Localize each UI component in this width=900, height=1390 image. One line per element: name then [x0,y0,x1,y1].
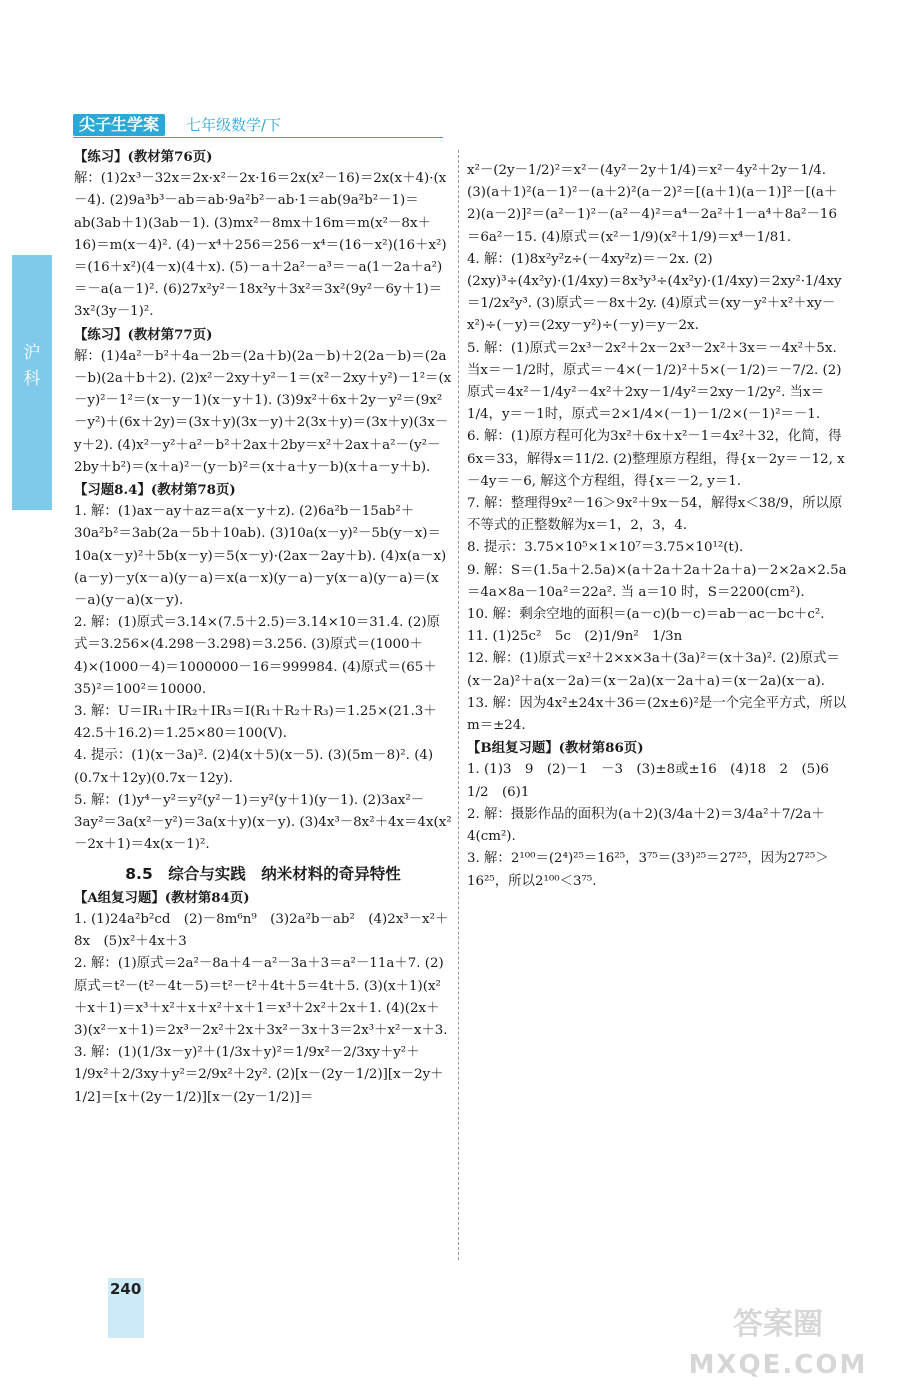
exercise-header: 【练习】(教材第76页) [74,149,213,165]
brand-subtitle: 七年级数学/下 [186,116,282,134]
header-rule [73,137,443,138]
side-tab-label: 沪科 [23,343,41,389]
answer-paragraph: 3. 解：2¹⁰⁰＝(2⁴)²⁵＝16²⁵，3⁷⁵＝(3³)²⁵＝27²⁵，因为27²⁵＞16²⁵，所以2¹⁰⁰＜3⁷⁵. [467,851,829,889]
answer-paragraph: 3. 解：U＝IR₁＋IR₂＋IR₃＝I(R₁＋R₂＋R₃)＝1.25×(21.3＋42.5＋16.2)＝1.25×80＝100(V). [74,704,437,742]
answer-paragraph: 9. 解：S＝(1.5a＋2.5a)×(a＋2a＋2a＋2a＋a)－2×2a×2.5a＝4a×8a－10a²＝22a². 当 a＝10 时，S＝2200(cm²). [467,562,847,600]
answer-paragraph: 13. 解：因为4x²±24x＋36＝(2x±6)²是一个完全平方式，所以m＝±24. [467,695,847,734]
answer-paragraph: 解：(1)2x³－32x＝2x·x²－2x·16＝2x(x²－16)＝2x(x＋4)·(x－4). (2)9a³b³－ab＝ab·9a²b²－ab·1＝ab(9a²b²－1)＝ab(3ab＋1)(3ab－1). (3)mx²－8mx＋16m＝m(x²－8x＋16)＝m(x－4)². (4)－x⁴＋256＝256－x⁴＝(16－x²)(16＋x²)＝(16＋x²)(4－x)(4＋x). (5)－a＋2a²－a³＝－a(1－2a＋a²)＝－a(a－1)². (6)27x²y²－18x²y＋3x²＝3x²(9y²－6y＋1)＝3x²(3y－1)². [74,171,447,320]
answer-paragraph: 8. 提示：3.75×10⁵×1×10⁷＝3.75×10¹²(t). [467,540,744,556]
watermark-text: 答案圈 [733,1307,823,1342]
answer-paragraph: 6. 解：(1)原方程可化为3x²＋6x＋x²－1＝4x²＋32，化简，得6x＝33，解得x＝11/2. (2)整理原方程组，得{x－2y＝－12, x－4y＝－6, 解这个方程组，得{x＝－2, y＝1. [467,429,845,489]
answer-paragraph: 2. 解：(1)原式＝2a²－8a＋4－a²－3a＋3＝a²－11a＋7. (2)原式＝t²－(t²－4t－5)＝t²－t²＋4t＋5＝4t＋5. (3)(x＋1)(x²＋x＋1)＝x³＋x²＋x＋x²＋x＋1＝x³＋2x²＋2x＋1. (4)(2x＋3)(x²－x＋1)＝2x³－2x²＋2x＋3x²－3x＋3＝2x³＋x²－x＋3. [74,956,448,1038]
answer-paragraph: 12. 解：(1)原式＝x²＋2×x×3a＋(3a)²＝(x＋3a)². (2)原式＝(x－2a)²＋a(x－2a)＝(x－2a)(x－2a＋a)＝(x－2a)(x－a). [467,651,840,689]
brand-title: 尖子生学案 [73,114,165,136]
answer-paragraph: 4. 解：(1)8x²y²z÷(－4xy²z)＝－2x. (2)(2xy)³÷(4x²y)·(1/4xy)＝8x³y³÷(4x²y)·(1/4xy)＝2xy²·1/4xy＝1/2x²y³. (3)原式＝－8x＋2y. (4)原式＝(xy－y²＋x²＋xy－x²)÷(－y)＝(2xy－y²)÷(－y)＝y－2x. [467,251,842,334]
answer-paragraph: 解：(1)4a²－b²＋4a－2b＝(2a＋b)(2a－b)＋2(2a－b)＝(2a－b)(2a＋b＋2). (2)x²－2xy＋y²－1＝(x²－2xy＋y²)－1²＝(x－y)²－1²＝(x－y－1)(x－y＋1). (3)9x²＋6x＋2y－y²＝(9x²－y²)＋(6x＋2y)＝(3x＋y)(3x－y)＋2(3x＋y)＝(3x＋y)(3x－y＋2). (4)x²－y²＋a²－b²＋2ax＋2by＝x²＋2ax＋a²－(y²－2by＋b²)＝(x＋a)²－(y－b)²＝(x＋a＋y－b)(x＋a－y＋b). [74,348,452,475]
answer-paragraph: 11. (1)25c² 5c (2)1/9n² 1/3n [467,629,683,645]
answer-paragraph: 1. (1)24a²b²cd (2)－8m⁶n⁹ (3)2a²b－ab² (4)2x³－x²＋8x (5)x²＋4x＋3 [74,911,449,950]
answer-paragraph: 10. 解：剩余空地的面积＝(a－c)(b－c)＝ab－ac－bc＋c². [467,607,825,623]
answer-paragraph: 5. 解：(1)原式＝2x³－2x²＋2x－2x³－2x²＋3x＝－4x²＋5x. 当x＝－1/2时，原式＝－4×(－1/2)²＋5×(－1/2)＝－7/2. (2)原式＝4x²－1/4y²－4x²＋2xy－1/4y²＝2xy－1/2y². 当x＝1/4，y＝－1时，原式＝2×1/4×(－1)－1/2×(－1)²＝－1. [467,340,842,423]
answer-paragraph: 5. 解：(1)y⁴－y²＝y²(y²－1)＝y²(y＋1)(y－1). (2)3ax²－3ay²＝3a(x²－y²)＝3a(x＋y)(x－y). (3)4x³－8x²＋4x＝4x(x²－2x＋1)＝4x(x－1)². [74,792,452,853]
top-margin [0,0,900,110]
page-number: 240 [110,1280,142,1298]
watermark-logo [668,1305,888,1385]
answer-paragraph: 7. 解：整理得9x²－16＞9x²＋9x－54，解得x＜38/9，所以原不等式的正整数解为x＝1，2，3，4. [467,496,843,534]
answer-paragraph: 1. 解：(1)ax－ay＋az＝a(x－y＋z). (2)6a²b－15ab²＋30a²b²＝3ab(2a－5b＋10ab). (3)10a(x－y)²－5b(y－x)＝10a(x－y)²＋5b(x－y)＝5(x－y)·(2ax－2ay＋b). (4)x(a－x)(a－y)－y(x－a)(y－a)＝x(a－x)(y－a)－y(x－a)(y－a)＝(x－a)(y－a)(x－y). [74,504,447,609]
answer-paragraph: 2. 解：(1)原式＝3.14×(7.5＋2.5)＝3.14×10＝31.4. (2)原式＝3.256×(4.298－3.298)＝3.256. (3)原式＝(1000＋4)×(1000－4)＝1000000－16＝999984. (4)原式＝(65＋35)²＝100²＝10000. [74,615,440,697]
exercise-header: 【A组复习题】(教材第84页) [74,889,250,906]
answer-paragraph: 2. 解：摄影作品的面积为(a＋2)(3/4a＋2)＝3/4a²＋7/2a＋4(cm²). [467,806,825,845]
answer-paragraph: x²－(2y－1/2)²＝x²－(4y²－2y＋1/4)＝x²－4y²＋2y－1/4. (3)(a＋1)²(a－1)²－(a＋2)²(a－2)²＝[(a＋1)(a－1)]²－[(a＋2)(a－2)]²＝(a²－1)²－(a²－4)²＝a⁴－2a²＋1－a⁴＋8a²－16＝6a²－15. (4)原式＝(x²－1/9)(x²＋1/9)＝x⁴－1/81. [467,163,838,245]
right-column [467,160,849,893]
exercise-header: 【练习】(教材第77页) [74,326,213,343]
answer-paragraph: 1. (1)3 9 (2)－1 －3 (3)±8或±16 (4)18 2 (5)6 1/2 (6)1 [467,762,843,800]
left-column [74,146,452,1109]
exercise-header: 【习题8.4】(教材第78页) [74,482,236,499]
exercise-header: 【B组复习题】(教材第86页) [467,740,644,757]
watermark-url: MXQE.COM [688,1350,868,1380]
answer-paragraph: 4. 提示：(1)(x－3a)². (2)4(x＋5)(x－5). (3)(5m－8)². (4)(0.7x＋12y)(0.7x－12y). [74,748,434,786]
column-divider [458,150,459,1260]
answer-paragraph: 3. 解：(1)(1/3x－y)²＋(1/3x＋y)²＝1/9x²－2/3xy＋y²＋1/9x²＋2/3xy＋y²＝2/9x²＋2y². (2)[x－(2y－1/2)][x－2y＋1/2]＝[x＋(2y－1/2)][x－(2y－1/2)]＝ [74,1045,444,1105]
section-title: 8.5 综合与实践 纳米材料的奇异特性 [125,864,401,883]
